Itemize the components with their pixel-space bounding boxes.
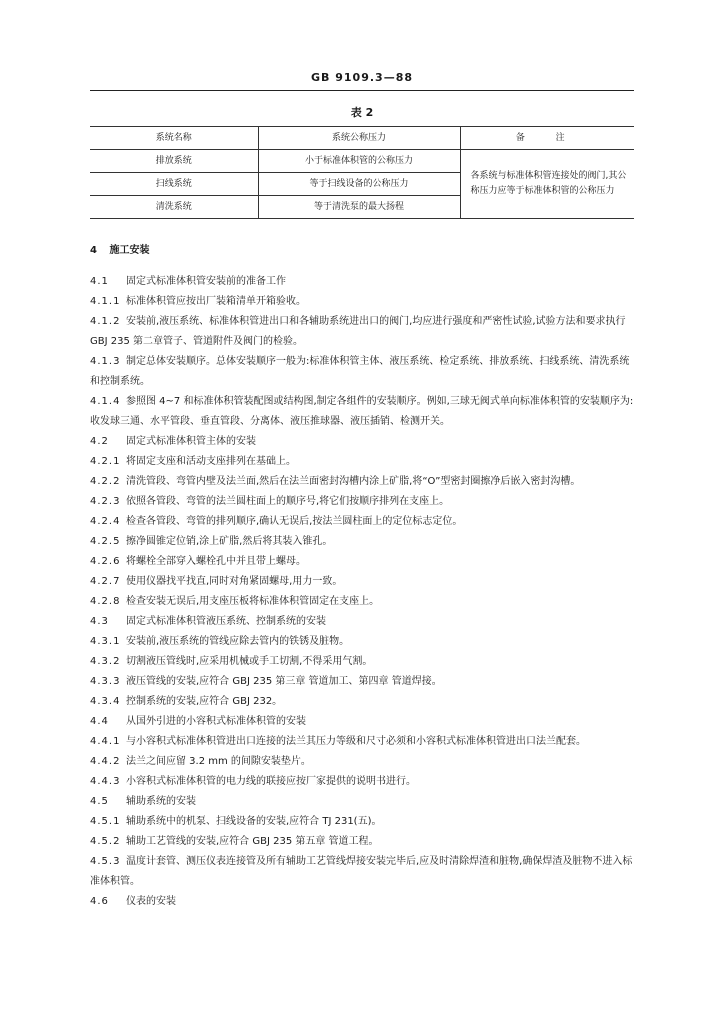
clause-number: 4.3.2 — [90, 656, 121, 667]
clause-paragraph — [90, 892, 634, 912]
clause-number: 4.3 — [90, 616, 109, 627]
clause-paragraph — [90, 572, 634, 592]
clause-paragraph — [90, 692, 634, 712]
clause-text: 将螺栓全部穿入螺栓孔中并且带上螺母。 — [126, 556, 306, 567]
clause-number: 4.1 — [90, 276, 109, 287]
clause-number: 4.5.3 — [90, 856, 121, 867]
clause-text: 使用仪器找平找直,同时对角紧固螺母,用力一致。 — [126, 576, 343, 587]
clause-number: 4.2.2 — [90, 476, 121, 487]
column-header-system-name: 系统名称 — [90, 127, 258, 150]
column-header-nominal-pressure: 系统公称压力 — [258, 127, 460, 150]
clause-number: 4.1.4 — [90, 396, 121, 407]
clause-paragraph — [90, 772, 634, 792]
clause-paragraph — [90, 792, 634, 812]
clause-text: 与小容积式标准体积管进出口连接的法兰其压力等级和尺寸必须和小容积式标准体积管进出口法兰配套。 — [126, 736, 586, 747]
section-heading — [90, 241, 634, 261]
clause-number: 4.4.2 — [90, 756, 121, 767]
paragraph-list — [90, 272, 634, 912]
table-row — [90, 150, 634, 173]
clause-text: 固定式标准体积管安装前的准备工作 — [126, 276, 286, 287]
pressure-table — [90, 126, 634, 219]
clause-number: 4.6 — [90, 896, 109, 907]
clause-paragraph — [90, 672, 634, 692]
clause-number: 4.2.4 — [90, 516, 121, 527]
clause-text: 检查各管段、弯管的排列顺序,确认无误后,按法兰圆柱面上的定位标志定位。 — [126, 516, 463, 527]
clause-text: 从国外引进的小容积式标准体积管的安装 — [126, 716, 306, 727]
clause-paragraph — [90, 432, 634, 452]
clause-number: 4.4.3 — [90, 776, 121, 787]
clause-paragraph — [90, 552, 634, 572]
system-name-cell: 排放系统 — [90, 150, 258, 173]
clause-text: 液压管线的安装,应符合 GBJ 235 第三章 管道加工、第四章 管道焊接。 — [126, 676, 442, 687]
clause-text: 依照各管段、弯管的法兰圆柱面上的顺序号,将它们按顺序排列在支座上。 — [126, 496, 450, 507]
column-header-remark: 备 注 — [460, 127, 634, 150]
clause-paragraph — [90, 532, 634, 552]
clause-paragraph — [90, 852, 634, 892]
clause-text: 安装前,液压系统、标准体积管进出口和各辅助系统进出口的阀门,均应进行强度和严密性试验,试验方法和要求执行 GBJ 235 第二章管子、管道附件及阀门的检验。 — [90, 316, 626, 347]
clause-text: 辅助系统中的机泵、扫线设备的安装,应符合 TJ 231(五)。 — [126, 816, 382, 827]
pressure-cell: 等于扫线设备的公称压力 — [258, 173, 460, 196]
clause-paragraph — [90, 292, 634, 312]
table-title: 表 2 — [350, 106, 374, 119]
clause-text: 制定总体安装顺序。总体安装顺序一般为:标准体积管主体、液压系统、检定系统、排放系统、扫线系统、清洗系统和控制系统。 — [90, 356, 630, 387]
clause-paragraph — [90, 832, 634, 852]
clause-text: 固定式标准体积管液压系统、控制系统的安装 — [126, 616, 326, 627]
section-title: 施工安装 — [109, 245, 150, 256]
clause-text: 小容积式标准体积管的电力线的联接应按厂家提供的说明书进行。 — [126, 776, 416, 787]
clause-number: 4.2 — [90, 436, 109, 447]
clause-number: 4.4.1 — [90, 736, 121, 747]
clause-text: 仪表的安装 — [126, 896, 176, 907]
body-text — [90, 241, 634, 912]
clause-paragraph — [90, 352, 634, 392]
clause-number: 4.2.8 — [90, 596, 121, 607]
clause-text: 将固定支座和活动支座排列在基础上。 — [126, 456, 296, 467]
clause-paragraph — [90, 712, 634, 732]
clause-paragraph — [90, 612, 634, 632]
standard-number: GB 9109.3—88 — [311, 71, 413, 84]
clause-paragraph — [90, 512, 634, 532]
clause-paragraph — [90, 492, 634, 512]
clause-paragraph — [90, 452, 634, 472]
system-name-cell: 清洗系统 — [90, 196, 258, 219]
clause-number: 4.5 — [90, 796, 109, 807]
clause-text: 固定式标准体积管主体的安装 — [126, 436, 256, 447]
clause-number: 4.2.3 — [90, 496, 121, 507]
clause-paragraph — [90, 632, 634, 652]
clause-paragraph — [90, 472, 634, 492]
clause-text: 清洗管段、弯管内壁及法兰面,然后在法兰面密封沟槽内涂上矿脂,将“O”型密封圈擦净后嵌入密封沟槽。 — [126, 476, 581, 487]
clause-number: 4.5.2 — [90, 836, 121, 847]
header-rule — [90, 90, 634, 91]
clause-text: 参照图 4~7 和标准体积管装配图或结构图,制定各组件的安装顺序。例如,三球无阀式单向标准体积管的安装顺序为:收发球三通、水平管段、垂直管段、分离体、液压推球器、液压插销、检测开关。 — [90, 396, 634, 427]
clause-text: 安装前,液压系统的管线应除去管内的铁锈及脏物。 — [126, 636, 350, 647]
clause-text: 擦净圆锥定位销,涂上矿脂,然后将其装入锥孔。 — [126, 536, 333, 547]
clause-paragraph — [90, 652, 634, 672]
clause-number: 4.1.2 — [90, 316, 121, 327]
clause-paragraph — [90, 392, 634, 432]
clause-paragraph — [90, 812, 634, 832]
clause-paragraph — [90, 272, 634, 292]
system-name-cell: 扫线系统 — [90, 173, 258, 196]
clause-number: 4.5.1 — [90, 816, 121, 827]
clause-number: 4.1.3 — [90, 356, 121, 367]
clause-text: 标准体积管应按出厂装箱清单开箱验收。 — [126, 296, 306, 307]
clause-number: 4.3.4 — [90, 696, 121, 707]
clause-number: 4.2.1 — [90, 456, 121, 467]
clause-text: 温度计套管、测压仪表连接管及所有辅助工艺管线焊接安装完毕后,应及时清除焊渣和脏物,确保焊渣及脏物不进入标准体积管。 — [90, 856, 633, 887]
pressure-cell: 等于清洗泵的最大扬程 — [258, 196, 460, 219]
clause-number: 4.2.6 — [90, 556, 121, 567]
table-header-row — [90, 127, 634, 150]
clause-number: 4.3.1 — [90, 636, 121, 647]
section-number: 4 — [90, 245, 97, 256]
clause-number: 4.2.5 — [90, 536, 121, 547]
pressure-cell: 小于标准体积管的公称压力 — [258, 150, 460, 173]
clause-text: 切割液压管线时,应采用机械或手工切割,不得采用气割。 — [126, 656, 373, 667]
clause-paragraph — [90, 592, 634, 612]
clause-number: 4.4 — [90, 716, 109, 727]
clause-paragraph — [90, 312, 634, 352]
clause-number: 4.3.3 — [90, 676, 121, 687]
clause-paragraph — [90, 752, 634, 772]
clause-paragraph — [90, 732, 634, 752]
remark-cell: 各系统与标准体积管连接处的阀门,其公称压力应等于标准体积管的公称压力 — [460, 150, 634, 219]
clause-text: 检查安装无误后,用支座压板将标准体积管固定在支座上。 — [126, 596, 380, 607]
clause-text: 辅助系统的安装 — [126, 796, 196, 807]
clause-number: 4.2.7 — [90, 576, 121, 587]
clause-text: 法兰之间应留 3.2 mm 的间隙安装垫片。 — [126, 756, 311, 767]
clause-text: 辅助工艺管线的安装,应符合 GBJ 235 第五章 管道工程。 — [126, 836, 379, 847]
clause-text: 控制系统的安装,应符合 GBJ 232。 — [126, 696, 283, 707]
clause-number: 4.1.1 — [90, 296, 121, 307]
